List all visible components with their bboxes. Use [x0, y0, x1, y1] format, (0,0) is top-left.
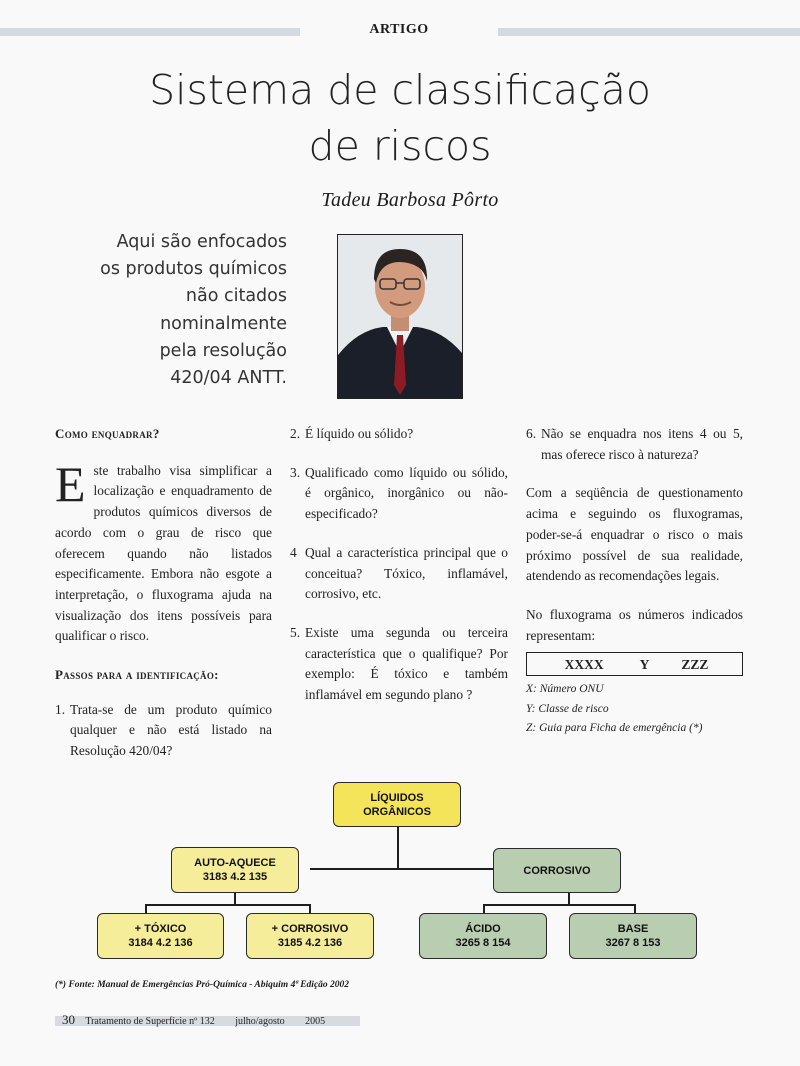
node-mais-corrosivo: + CORROSIVO 3185 4.2 136: [246, 913, 374, 959]
heading-como-enquadrar: Como enquadrar?: [55, 426, 160, 441]
legend-y: Y: Classe de risco: [526, 702, 609, 715]
node-corrosivo: CORROSIVO: [493, 848, 621, 893]
connector-level1-horizontal: [310, 868, 495, 870]
code-format-box: [526, 652, 743, 676]
source-footnote: (*) Fonte: Manual de Emergências Pró-Química - Abiquim 4ª Edição 2002: [55, 980, 350, 990]
code-y: Y: [639, 657, 650, 673]
list-item-5: 5. Existe uma segunda ou terceira característica que o qualifique? Por exemplo: É tóxico e também inflamável em segundo plano ?: [290, 624, 508, 703]
legend-z: Z: Guia para Ficha de emergência (*): [526, 721, 703, 734]
lead-line: Aqui são enfocados: [116, 232, 287, 252]
list-item-3: 3. Qualificado como líquido ou sólido, é orgânico, inorgânico ou não-especificado?: [290, 464, 508, 522]
node-acido: ÁCIDO 3265 8 154: [419, 913, 547, 959]
section-label: ARTIGO: [369, 22, 429, 37]
magazine-name: Tratamento de Superfície nº 132: [85, 1016, 215, 1027]
header-rule-right: [498, 28, 800, 36]
lead-line: 420/04 ANTT.: [170, 368, 287, 389]
sequence-paragraph: Com a seqüência de questionamento acima e seguindo os fluxogramas, poder-se-á enquadrar o risco o mais próximo possível de sua realidade, atendendo as recomendações legais.: [526, 485, 743, 584]
article-title: [100, 62, 700, 174]
list-item-1: 1. Trata-se de um produto químico qualquer e não está listado na Resolução 420/04?: [55, 701, 272, 759]
page-footer: [62, 1012, 325, 1028]
page-number: 30: [62, 1012, 75, 1027]
list-item-4: 4 Qual a característica principal que o conceitua? Tóxico, inflamável, corrosivo, etc.: [290, 544, 508, 602]
node-liquidos-organicos: LÍQUIDOS ORGÂNICOS: [333, 782, 461, 827]
legend-intro: No fluxograma os números indicados representam:: [526, 606, 743, 643]
code-z: ZZZ: [681, 657, 709, 673]
connector-auto-horizontal: [145, 904, 311, 906]
connector-corrosivo-horizontal: [483, 904, 636, 906]
lead-line: pela resolução: [159, 340, 287, 361]
node-base: BASE 3267 8 153: [569, 913, 697, 959]
legend-x: X: Número ONU: [526, 683, 604, 696]
heading-passos: Passos para a identificação:: [55, 667, 219, 683]
title-line-1: Sistema de classificação: [149, 66, 651, 114]
lead-line: não citados: [185, 286, 287, 307]
lead-line: os produtos químicos: [100, 259, 287, 280]
column-2: [290, 424, 508, 706]
lead-line: nominalmente: [160, 313, 287, 334]
node-auto-aquece: AUTO-AQUECE 3183 4.2 135: [171, 847, 299, 893]
issue-year: 2005: [305, 1016, 326, 1027]
title-line-2: de riscos: [308, 122, 492, 170]
header-rule-left: [0, 28, 300, 36]
list-item-2: 2. É líquido ou sólido?: [290, 426, 414, 441]
intro-paragraph: Este trabalho visa simplificar a localização e enquadramento de produtos químicos diversos de acordo com o grau de risco que oferecem quando não listados especificamente. Embora não esgote a interpretação, o fluxograma ajuda na visualização dos itens possíveis para qualificar o risco.: [55, 455, 272, 644]
issue-months: julho/agosto: [235, 1016, 285, 1027]
list-item-6: 6. Não se enquadra nos itens 4 ou 5, mas oferece risco à natureza?: [526, 426, 743, 462]
column-3: [526, 424, 743, 738]
author-photo: [337, 234, 463, 399]
column-1: [55, 424, 272, 762]
connector-root-down: [397, 826, 399, 870]
lead-text: [60, 229, 287, 392]
node-toxico: + TÓXICO 3184 4.2 136: [97, 913, 224, 959]
author-name: Tadeu Barbosa Pôrto: [321, 189, 499, 211]
code-x: XXXX: [564, 657, 604, 673]
drop-cap: E: [55, 455, 86, 512]
